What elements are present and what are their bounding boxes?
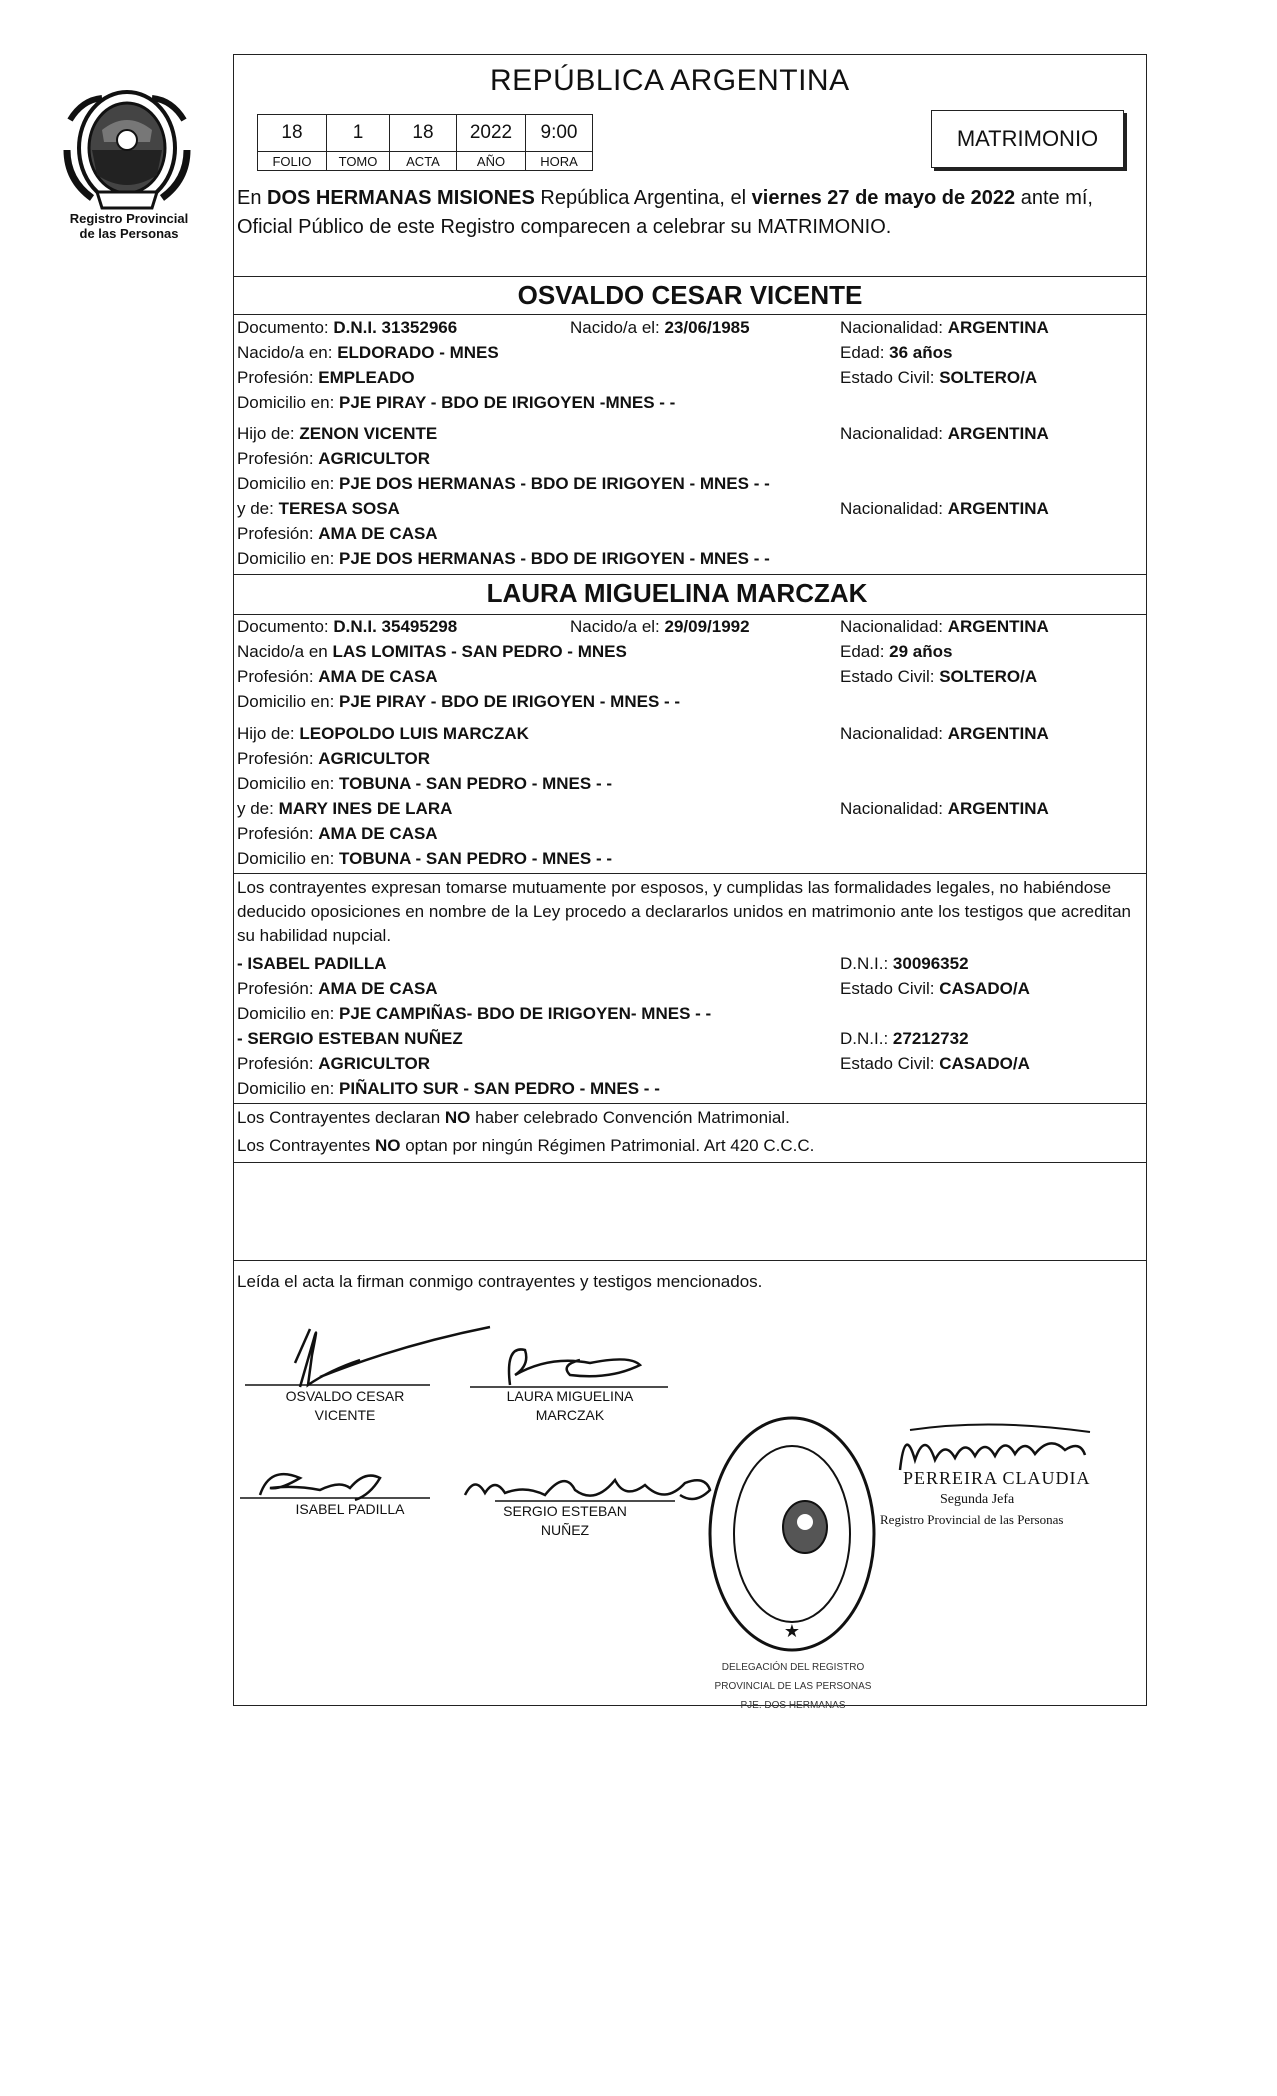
official-name: PERREIRA CLAUDIA [903, 1468, 1091, 1488]
acta-value: 18 [390, 115, 457, 152]
spouse2-edad: Edad: 29 años [840, 642, 953, 661]
spouse1-padre-domicilio: Domicilio en: PJE DOS HERMANAS - BDO DE IRIGOYEN - MNES - - [237, 474, 770, 493]
acta-label: ACTA [390, 152, 457, 171]
divider [233, 276, 1147, 277]
hora-value: 9:00 [526, 115, 593, 152]
spouse2-name: LAURA MIGUELINA MARCZAK [486, 578, 868, 608]
spouse1-profesion: Profesión: EMPLEADO [237, 368, 415, 387]
spouse1-documento: Documento: D.N.I. 31352966 [237, 318, 458, 337]
witness1-profesion: Profesión: AMA DE CASA [237, 979, 438, 998]
divider [233, 314, 1147, 315]
logo-caption-line: de las Personas [79, 226, 179, 241]
convencion-line-2: Los Contrayentes NO optan por ningún Régimen Patrimonial. Art 420 C.C.C. [237, 1136, 815, 1155]
official-role: Segunda Jefa [940, 1492, 1015, 1507]
spouse2-domicilio: Domicilio en: PJE PIRAY - BDO DE IRIGOYEN - MNES - - [237, 692, 681, 711]
spouse1-padre-nacionalidad: Nacionalidad: ARGENTINA [840, 424, 1049, 443]
spouse2-estado-civil: Estado Civil: SOLTERO/A [840, 667, 1038, 686]
page-title: REPÚBLICA ARGENTINA [490, 64, 850, 97]
spouse1-edad: Edad: 36 años [840, 343, 953, 362]
spouse1-padre-profesion: Profesión: AGRICULTOR [237, 449, 431, 468]
spouse2-nacionalidad: Nacionalidad: ARGENTINA [840, 617, 1049, 636]
witness2-estado-civil: Estado Civil: CASADO/A [840, 1054, 1030, 1073]
convencion-line-1: Los Contrayentes declaran NO haber celebrado Convención Matrimonial. [237, 1108, 790, 1127]
logo-caption-line: Registro Provincial [69, 211, 189, 226]
spouse2-padre-domicilio: Domicilio en: TOBUNA - SAN PEDRO - MNES - - [237, 774, 612, 793]
signature-label-laura: LAURA MIGUELINA MARCZAK [506, 1388, 634, 1423]
witness1-dni: D.N.I.: 30096352 [840, 954, 969, 973]
spouse1-name: OSVALDO CESAR VICENTE [517, 280, 863, 310]
spouse2-madre-profesion: Profesión: AMA DE CASA [237, 824, 438, 843]
svg-text:★: ★ [783, 1621, 801, 1641]
divider [233, 1260, 1147, 1261]
anio-value: 2022 [457, 115, 526, 152]
signature-label-sergio: SERGIO ESTEBAN NUÑEZ [503, 1503, 627, 1538]
spouse1-nacido-el: Nacido/a el: 23/06/1985 [570, 318, 750, 337]
intro-paragraph [237, 184, 1142, 242]
spouse2-nacido-en: Nacido/a en LAS LOMITAS - SAN PEDRO - MNES [237, 642, 627, 661]
spouse2-documento: Documento: D.N.I. 35495298 [237, 617, 458, 636]
folio-label: FOLIO [258, 152, 327, 171]
spouse1-madre-profesion: Profesión: AMA DE CASA [237, 524, 438, 543]
tomo-value: 1 [327, 115, 390, 152]
intro-place: DOS HERMANAS MISIONES [267, 187, 535, 209]
witness2-domicilio: Domicilio en: PIÑALITO SUR - SAN PEDRO - MNES - - [237, 1079, 660, 1098]
spouse1-nacionalidad: Nacionalidad: ARGENTINA [840, 318, 1049, 337]
divider [233, 574, 1147, 575]
spouse1-madre: y de: TERESA SOSA [237, 499, 400, 518]
witness1-domicilio: Domicilio en: PJE CAMPIÑAS- BDO DE IRIGOYEN- MNES - - [237, 1004, 712, 1023]
witness2-dni: D.N.I.: 27212732 [840, 1029, 969, 1048]
intro-text: ante mí, Oficial Público de este Registro comparecen a celebrar su MATRIMONIO. [237, 187, 1093, 238]
intro-date: viernes 27 de mayo de 2022 [751, 187, 1016, 209]
official-org: Registro Provincial de las Personas [880, 1512, 1064, 1527]
folio-value: 18 [258, 115, 327, 152]
act-type-box: MATRIMONIO [931, 110, 1124, 168]
intro-text: República Argentina, el [534, 187, 752, 209]
spouse1-madre-domicilio: Domicilio en: PJE DOS HERMANAS - BDO DE IRIGOYEN - MNES - - [237, 549, 770, 568]
coat-of-arms-logo [62, 80, 192, 210]
signature-osvaldo [240, 1315, 500, 1395]
anio-label: AÑO [457, 152, 526, 171]
witness1-estado-civil: Estado Civil: CASADO/A [840, 979, 1030, 998]
spouse2-padre-profesion: Profesión: AGRICULTOR [237, 749, 431, 768]
witness2-profesion: Profesión: AGRICULTOR [237, 1054, 431, 1073]
spouse1-madre-nacionalidad: Nacionalidad: ARGENTINA [840, 499, 1049, 518]
divider [233, 1103, 1147, 1104]
spouse1-padre: Hijo de: ZENON VICENTE [237, 424, 438, 443]
spouse2-madre-domicilio: Domicilio en: TOBUNA - SAN PEDRO - MNES - - [237, 849, 612, 868]
witness1-name: - ISABEL PADILLA [237, 954, 387, 973]
spouse2-padre: Hijo de: LEOPOLDO LUIS MARCZAK [237, 724, 529, 743]
spouse2-nacido-el: Nacido/a el: 29/09/1992 [570, 617, 750, 636]
registry-table [257, 114, 593, 171]
divider [233, 1162, 1147, 1163]
spouse2-madre: y de: MARY INES DE LARA [237, 799, 453, 818]
seal-text: DELEGACIÓN DEL REGISTRO PROVINCIAL DE LAS PERSONAS PJE. DOS HERMANAS [714, 1662, 872, 1711]
official-seal [705, 1412, 880, 1657]
spouse1-estado-civil: Estado Civil: SOLTERO/A [840, 368, 1038, 387]
hora-label: HORA [526, 152, 593, 171]
closing-text: Leída el acta la firman conmigo contrayentes y testigos mencionados. [237, 1272, 763, 1291]
signature-laura [470, 1335, 670, 1395]
spouse1-nacido-en: Nacido/a en: ELDORADO - MNES [237, 343, 499, 362]
declaration-paragraph: Los contrayentes expresan tomarse mutuamente por esposos, y cumplidas las formalidades legales, no habiéndose deducido oposiciones en nombre de la Ley procedo a declararlos unidos en matrimonio ante los testigos que acreditan su habilidad nupcial. [237, 878, 1132, 945]
spouse2-madre-nacionalidad: Nacionalidad: ARGENTINA [840, 799, 1049, 818]
spouse2-padre-nacionalidad: Nacionalidad: ARGENTINA [840, 724, 1049, 743]
tomo-label: TOMO [327, 152, 390, 171]
signature-label-osvaldo: OSVALDO CESAR VICENTE [285, 1388, 405, 1423]
divider [233, 873, 1147, 874]
signature-label-isabel: ISABEL PADILLA [295, 1501, 405, 1517]
witness2-name: - SERGIO ESTEBAN NUÑEZ [237, 1029, 463, 1048]
spouse1-domicilio: Domicilio en: PJE PIRAY - BDO DE IRIGOYEN -MNES - - [237, 393, 676, 412]
divider [233, 614, 1147, 615]
intro-text: En [237, 187, 268, 209]
logo-caption [54, 211, 204, 241]
spouse2-profesion: Profesión: AMA DE CASA [237, 667, 438, 686]
